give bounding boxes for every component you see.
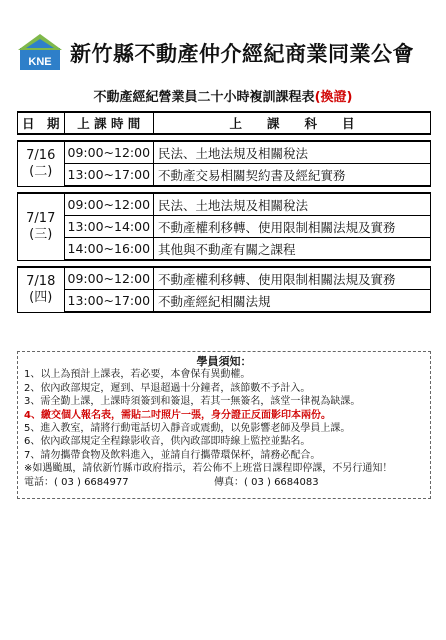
day-date: 7/17	[26, 210, 56, 226]
table-row	[18, 141, 431, 164]
day-cell	[18, 141, 65, 186]
session-time: 14:00~16:00	[64, 238, 154, 261]
schedule-table	[17, 111, 431, 313]
notice-line: 2、依內政部規定，遲到、早退超過十分鐘者，該節數不予計入。	[24, 382, 311, 394]
table-row	[18, 238, 431, 261]
session-subject: 不動產交易相關契約書及經紀實務	[154, 164, 431, 187]
notice-line: 3、需全勤上課，上課時須簽到和簽退，若其一無簽名，該堂一律視為缺課。	[24, 396, 361, 408]
session-subject: 不動產權利移轉、使用限制相關法規及實務	[154, 216, 431, 238]
logo-text: KNE	[28, 56, 52, 68]
notice-line: 6、依內政部規定全程錄影收音，供內政部即時線上監控並點名。	[24, 436, 311, 448]
session-time: 13:00~17:00	[64, 164, 154, 187]
day-cell	[18, 193, 65, 260]
session-subject: 其他與不動產有關之課程	[154, 238, 431, 261]
session-subject: 民法、土地法規及相關稅法	[154, 193, 431, 216]
header-date: 日 期	[18, 112, 65, 134]
header-time: 上 課 時 間	[64, 112, 154, 134]
day-date: 7/16	[26, 147, 56, 163]
table-row	[18, 193, 431, 216]
session-subject: 民法、土地法規及相關稅法	[154, 141, 431, 164]
contact-info	[24, 476, 430, 489]
subtitle-highlight: (換證)	[314, 90, 353, 105]
schedule-subtitle	[0, 86, 446, 105]
day-date: 7/18	[26, 273, 56, 289]
header	[0, 30, 446, 76]
phone-number: 電話：( 03 ) 6684977	[24, 476, 129, 488]
session-time: 13:00~17:00	[64, 290, 154, 313]
table-row	[18, 216, 431, 238]
table-row	[18, 290, 431, 313]
session-time: 13:00~14:00	[64, 216, 154, 238]
notice-line: 1、以上為預計上課表，若必要，本會保有異動權。	[24, 369, 251, 381]
notice-line: 5、進入教室，請將行動電話切入靜音或震動，以免影響老師及學員上課。	[24, 423, 351, 435]
day-weekday: (三)	[29, 226, 53, 242]
session-time: 09:00~12:00	[64, 141, 154, 164]
table-row	[18, 267, 431, 290]
notice-line: 7、請勿攜帶食物及飲料進入，並請自行攜帶環保杯，請務必配合。	[24, 449, 321, 461]
table-row	[18, 164, 431, 187]
session-subject: 不動產經紀相關法規	[154, 290, 431, 313]
header-subject: 上 課 科 目	[154, 112, 431, 134]
day-weekday: (二)	[29, 163, 53, 179]
subtitle-main: 不動產經紀營業員二十小時複訓課程表	[93, 90, 315, 105]
association-logo-icon	[18, 32, 62, 72]
session-subject: 不動產權利移轉、使用限制相關法規及實務	[154, 267, 431, 290]
session-time: 09:00~12:00	[64, 193, 154, 216]
day-weekday: (四)	[29, 289, 53, 305]
org-title: 新竹縣不動產仲介經紀商業同業公會	[70, 42, 414, 66]
notice-title: 學員須知：	[196, 355, 252, 368]
student-notice-box	[17, 351, 431, 499]
notice-line-highlight: 4、繳交個人報名表，需貼二吋照片一張，身分證正反面影印本兩份。	[24, 409, 331, 421]
fax-number: 傳真：( 03 ) 6684083	[214, 476, 319, 488]
session-time: 09:00~12:00	[64, 267, 154, 290]
day-cell	[18, 267, 65, 312]
notice-line: ※如遇颱風，請依新竹縣市政府指示，若公佈不上班當日課程即停課，不另行通知！	[24, 463, 393, 475]
table-header-row	[18, 112, 431, 134]
